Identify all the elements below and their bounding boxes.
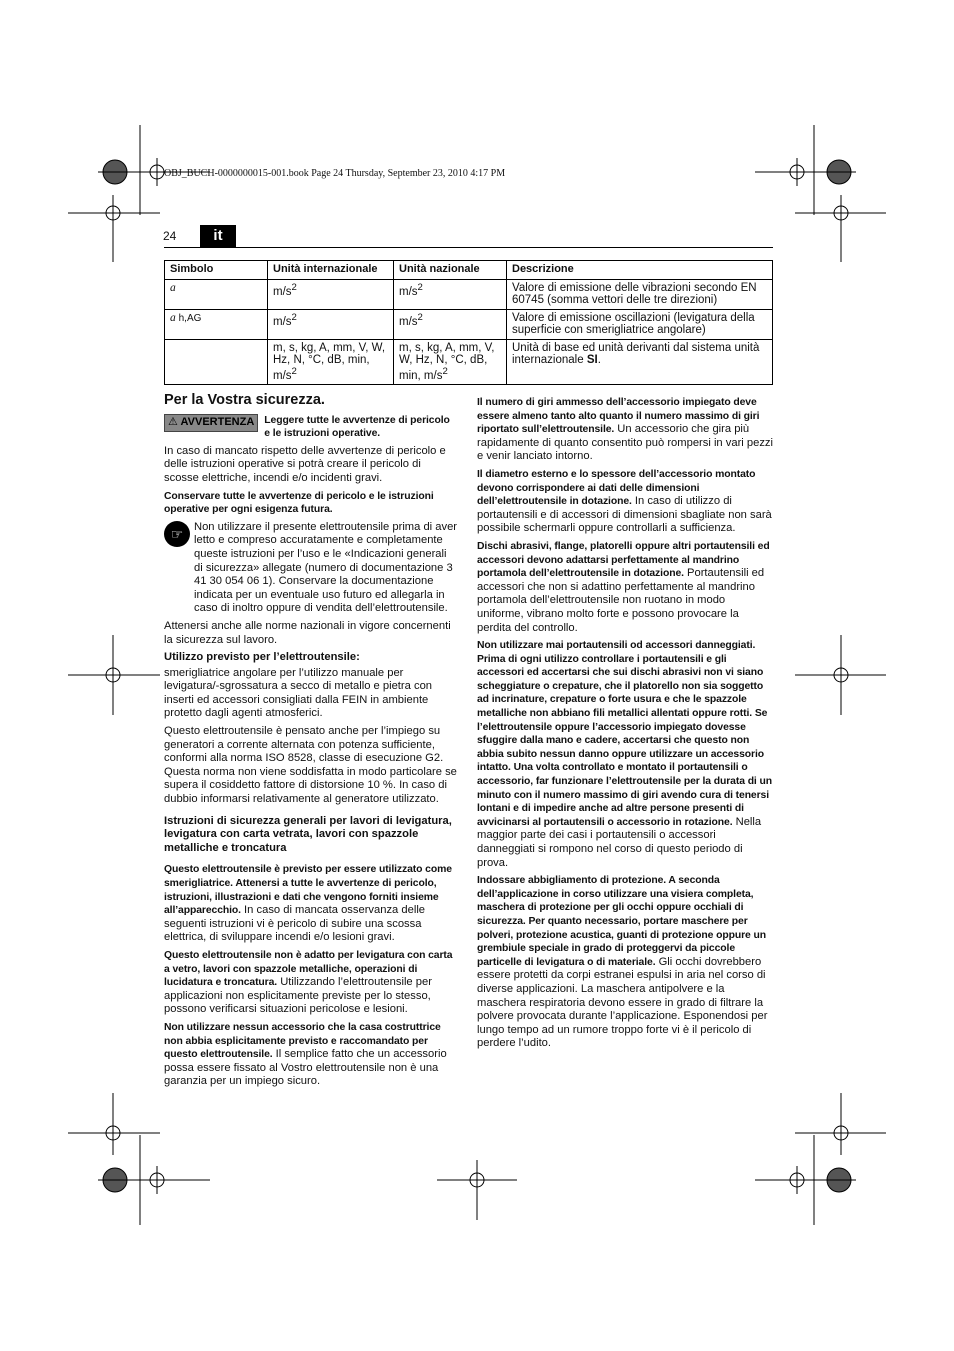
nat-unit-cell: $m/s^2$ [394,280,507,310]
paragraph: Non utilizzare il presente elettroutensile prima di aver letto e compreso accuratamente e completamente queste istruzioni per l’uso e le «Indicazioni generali di sicurezza» allegate (numero di documentazione 3 41 30 054 06 1). Conservare la documentazione indicata per un eventuale uso futuro ed allegarla in caso di inoltro oppure di vendita dell’elettroutensile. [194,520,458,615]
table-header: Descrizione [507,261,773,280]
paragraph: Il diametro esterno e lo spessore dell’accessorio montato devono corrispondere ai dati delle dimensioni dell’elettroutensile in dotazione. In caso di utilizzo di portautensili e di accessori di dimensioni sbagliate non sarà possibile schermarli oppure controllarli a sufficienza. [477,468,772,535]
table-header: Unità internazionale [268,261,394,280]
paragraph: Non utilizzare nessun accessorio che la casa costruttrice non abbia esplicitamente previsto e raccomandato per questo elettroutensile. Il semplice fatto che un accessorio possa essere fissato al Vostro elettroutensile non è una garanzia per un impiego sicuro. [164,1021,447,1088]
paragraph: Indossare abbigliamento di protezione. A seconda dell’applicazione in corso utilizzare una visiera completa, maschera di protezione per gli occhi oppure occhiali di sicurezza. Per quanto necessario, portare maschere per polveri, protezione acustica, guanti di protezione oppure un grembiule speciale in grado di proteggervi da piccole particelle di levigatura o di materiale. Gli occhi dovrebbero essere protetti da corpi estranei espulsi in aria nel corso di diverse applicazioni. La maschera antipolvere e la maschera respiratoria devono essere in grado di filtrare la polvere provocata durante l’applicazione. Esponendosi per lungo tempo ad un rumore troppo forte vi è il pericolo di perdere l’udito. [477,875,768,1050]
paragraph: Attenersi anche alle norme nazionali in vigore concernenti la sicurezza sul lavoro. [164,619,451,646]
table-row [165,280,773,310]
symbol-cell: a [165,280,268,310]
table-header-row [165,261,773,280]
paragraph: Questo elettroutensile è pensato anche per l’impiego su generatori a corrente alternata con potenza sufficiente, conformi alla norma ISO 8528, classe di esecuzione G2. Questa norma non viene soddisfatta in modo particolare se supera il cosiddetto fattore di distorsione 10 %. In caso di dubbio informarsi relativamente al generatore utilizzato. [164,725,457,806]
right-column [477,396,773,1055]
warning-block [164,414,458,441]
language-tab: it [200,225,236,247]
symbol-cell: a h,AG [165,310,268,340]
table-header: Unità nazionale [394,261,507,280]
subheading: Utilizzo previsto per l’elettroutensile: [164,651,360,664]
table-header: Simbolo [165,261,268,280]
paragraph: Il numero di giri ammesso dell’accessorio impiegato deve essere almeno tanto alto quanto il numero massimo di giri riportato sull’elettroutensile. Un accessorio che gira più rapidamente di quanto consentito può rompersi in vari pezzi e venir lanciato intorno. [477,397,774,463]
page-number: 24 [163,229,177,243]
intl-unit-cell: m, s, kg, A, mm, V, W, Hz, N, °C, dB, min, $m/s^2$ [268,340,394,385]
intl-unit-cell: $m/s^2$ [268,310,394,340]
paragraph: Non utilizzare mai portautensili od accessori danneggiati. Prima di ogni utilizzo controllare i portautensili e gli accessori ed accertarsi che sui dischi abrasivi non vi siano scheggiature o crepature, che il platorello non sia soggetto ad incrinature, crepature o forte usura e che le spazzole metalliche non abbiano fili metallici allentati oppure rotti. Se l’elettroutensile oppure l’accessorio impiegato dovesse sfuggire dalla mano e cadere, accertarsi che questo non abbia subito nessun danno oppure utilizzare un accessorio intatto. Una volta controllato e montato il portautensili o accessorio, far funzionare l’elettroutensile per la durata di un minuto con il numero massimo di giri avendo cura di tenersi lontani e di impedire anche ad altre persone presenti di avvicinarsi al portautensili o accessorio in rotazione. Nella maggior parte dei casi i portautensili o accessori danneggiati si rompono nel corso di questo periodo di prova. [477,640,773,869]
read-manual-block [164,521,458,616]
paragraph: Questo elettroutensile non è adatto per levigatura con carta a vetro, lavori con spazzole metalliche, operazioni di lucidatura e troncatura. Utilizzando l’elettroutensile per applicazioni non esplicitamente previste per lo stesso, possono verificarsi situazioni pericolose e lesioni. [164,949,453,1016]
warning-text: Leggere tutte le avvertenze di pericolo e le istruzioni operative. [264,414,450,440]
desc-cell: Valore di emissione delle vibrazioni secondo EN 60745 (somma vettori delle tre direzioni) [507,280,773,310]
table-row [165,310,773,340]
nat-unit-cell: m, s, kg, A, mm, V, W, Hz, N, °C, dB, min, $m/s^2$ [394,340,507,385]
nat-unit-cell: $m/s^2$ [394,310,507,340]
desc-cell: Valore di emissione oscillazioni (levigatura della superficie con smerigliatrice angolare) [507,310,773,340]
paragraph-bold: Conservare tutte le avvertenze di pericolo e le istruzioni operative per ogni esigenza futura. [164,490,434,516]
section-title: Per la Vostra sicurezza. [164,392,325,408]
left-column [164,394,458,1093]
paragraph: smerigliatrice angolare per l’utilizzo manuale per levigatura/-sgrossatura a secco di metallo e pietra con inserti ed accessori consigliati dalla FEIN in ambiente protetto dagli agenti atmosferici. [164,666,433,720]
paragraph: In caso di mancato rispetto delle avvertenze di pericolo e delle istruzioni operative si potrà creare il pericolo di scosse elettriche, incendi e/o incidenti gravi. [164,444,446,484]
subheading: Istruzioni di sicurezza generali per lavori di levigatura, levigatura con carta vetrata, lavori con spazzole metalliche e troncatura [164,814,452,854]
read-manual-icon: ☞ [164,521,190,547]
paragraph: Questo elettroutensile è previsto per essere utilizzato come smerigliatrice. Attenersi a tutte le avvertenze di pericolo, istruzioni, illustrazioni e dati che vengono forniti insieme all’apparecchio. In caso di mancata osservanza delle seguenti istruzioni vi è pericolo di subire una scossa elettrica, di sviluppare incendi e/o lesioni gravi. [164,864,452,944]
paragraph: Dischi abrasivi, flange, platorelli oppure altri portautensili ed accessori devono adattarsi perfettamente al mandrino portamola dell’elettroutensile in dotazione. Portautensili ed accessori che non si adattino perfettamente al mandrino portamola dell’elettroutensile non ruotano in modo uniforme, vibrano molto forte e possono provocare la perdita del controllo. [477,540,770,634]
file-header-line: OBJ_BUCH-0000000015-001.book Page 24 Thursday, September 23, 2010 4:17 PM [164,168,506,179]
table-row [165,340,773,385]
symbol-cell [165,340,268,385]
intl-unit-cell: $m/s^2$ [268,280,394,310]
warning-badge: ⚠ AVVERTENZA [164,414,258,432]
symbol-table [164,260,773,385]
desc-cell: Unità di base ed unità derivanti dal sistema unità internazionale SI. [507,340,773,385]
header-rule [164,247,773,248]
